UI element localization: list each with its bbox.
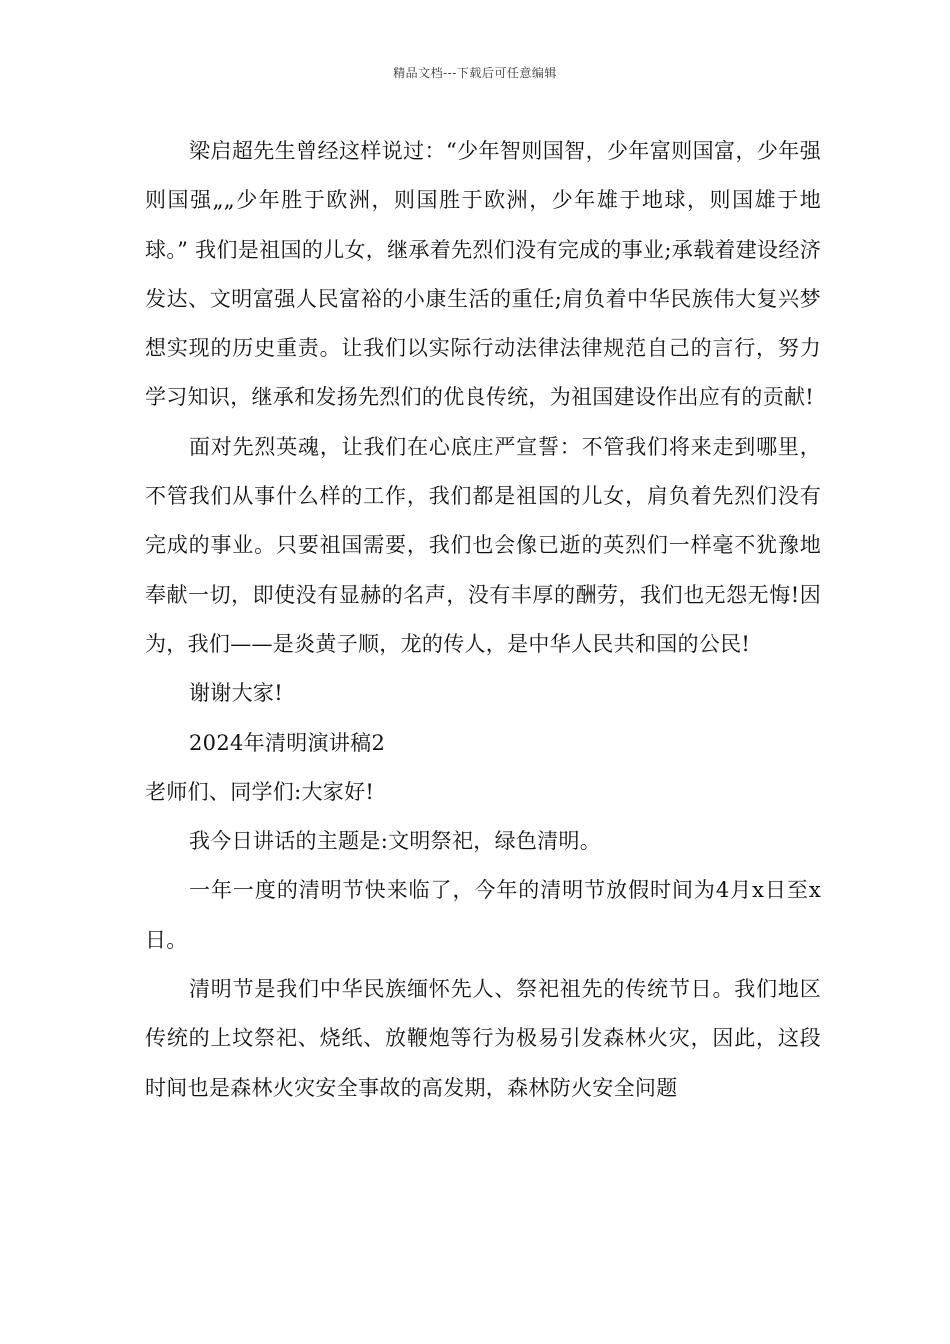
section-title: 2024年清明演讲稿2 [189,730,386,755]
paragraph-topic: 我今日讲话的主题是:文明祭祀，绿色清明。 [189,829,602,854]
paragraph-holiday-dates: 一年一度的清明节快来临了，今年的清明节放假时间为4月x日至x日。 [145,878,821,952]
paragraph-liang-qichao-quote: 梁启超先生曾经这样说过：“少年智则国智，少年富则国富，少年强则国强„„少年胜于欧洲，则国胜于欧洲，少年雄于地球，则国雄于地球。” 我们是祖国的儿女，继承着先烈们没有完成的事业;承载着建设经济发达、文明富强人民富裕的小康生活的重任;肩负着中华民族伟大复兴梦想实现的历史重责。让我们以实际行动法律法律规范自己的言行，努力学习知识，继承和发扬先烈们的优良传统，为祖国建设作出应有的贡献! [145,139,821,410]
paragraph-oath: 面对先烈英魂，让我们在心底庄严宣誓：不管我们将来走到哪里，不管我们从事什么样的工作，我们都是祖国的儿女，肩负着先烈们没有完成的事业。只要祖国需要，我们也会像已逝的英烈们一样毫不犹豫地奉献一切，即使没有显赫的名声，没有丰厚的酬劳，我们也无怨无悔!因为，我们——是炎黄子顺，龙的传人，是中华人民共和国的公民! [145,434,821,656]
paragraph-fire-safety: 清明节是我们中华民族缅怀先人、祭祀祖先的传统节日。我们地区传统的上坟祭祀、烧纸、放鞭炮等行为极易引发森林火灾，因此，这段时间也是森林火灾安全事故的高发期，森林防火安全问题 [145,977,821,1100]
document-body [145,127,821,1113]
paragraph-greeting: 老师们、同学们:大家好! [145,779,375,804]
paragraph-thanks: 谢谢大家! [189,681,283,706]
page-header: 精品文档---下载后可任意编辑 [393,66,557,80]
